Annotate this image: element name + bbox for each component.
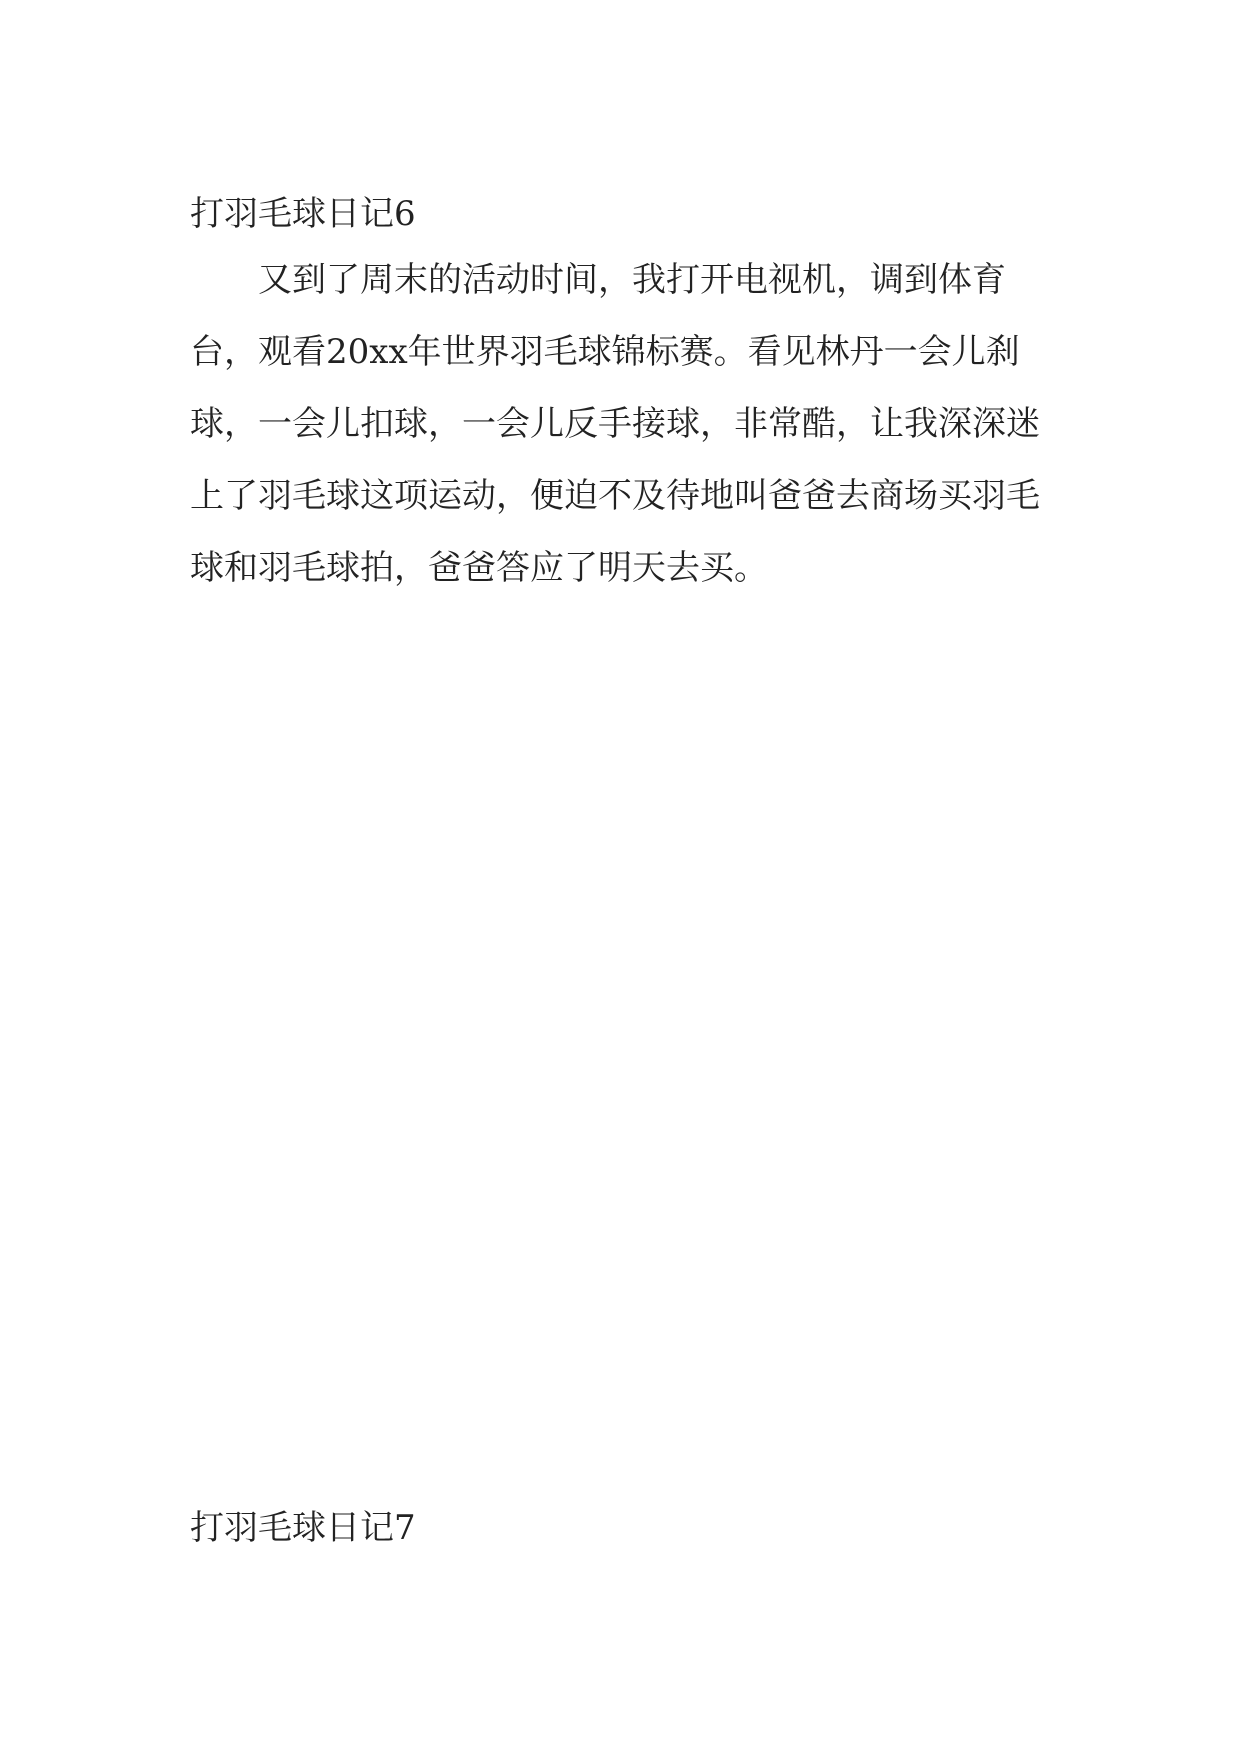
diary-6-heading: 打羽毛球日记6 — [190, 194, 416, 234]
diary-7-heading: 打羽毛球日记7 — [190, 1508, 416, 1548]
paragraph-1: 又到了周末的活动时间，我打开电视机，调到体育台，观看20xx年世界羽毛球锦标赛。看见林丹一会儿刹球，一会儿扣球，一会儿反手接球，非常酷，让我深深迷上了羽毛球这项运动，便迫不及待地叫爸爸去商场买羽毛球和羽毛球拍，爸爸答应了明天去买。 — [190, 260, 1040, 588]
